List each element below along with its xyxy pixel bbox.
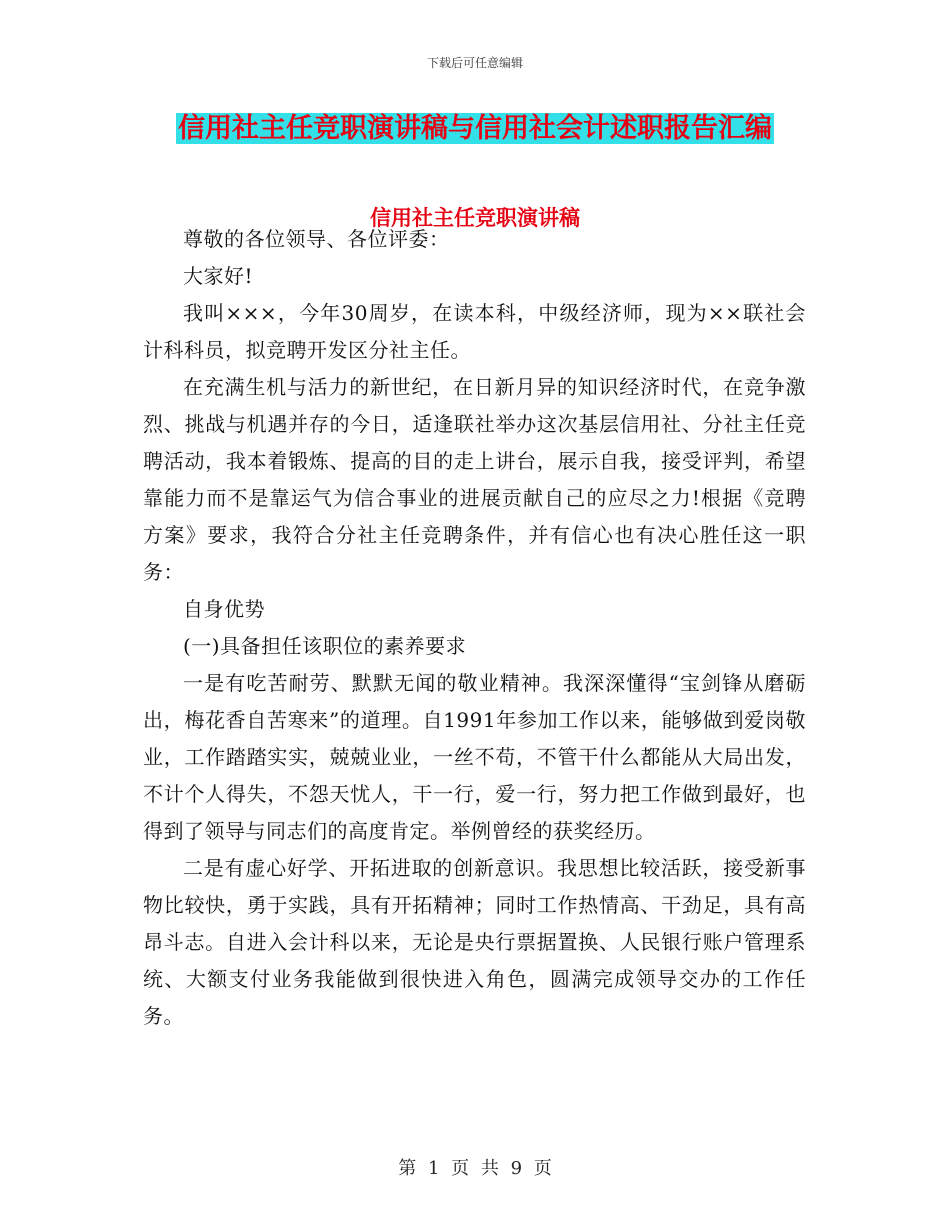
section-title: 信用社主任竞职演讲稿	[370, 206, 580, 230]
document-body	[143, 221, 806, 1035]
page-number: 第 1 页 共 9 页	[398, 1158, 552, 1179]
paragraph-motivation: 在充满生机与活力的新世纪，在日新月异的知识经济时代，在竞争激烈、挑战与机遇并存的今日，适逢联社举办这次基层信用社、分社主任竞聘活动，我本着锻炼、提高的目的走上讲台，展示自我，接受评判，希望靠能力而不是靠运气为信合事业的进展贡献自己的应尽之力!根据《竞聘方案》要求，我符合分社主任竞聘条件，并有信心也有决心胜任这一职务：	[143, 375, 806, 584]
paragraph-introduction: 我叫×××，今年30周岁，在读本科，中级经济师，现为××联社会计科科员，拟竞聘开发区分社主任。	[143, 301, 806, 362]
paragraph-dedication: 一是有吃苦耐劳、默默无闻的敬业精神。我深深懂得“宝剑锋从磨砺出，梅花香自苦寒来”的道理。自1991年参加工作以来，能够做到爱岗敬业，工作踏踏实实，兢兢业业，一丝不苟，不管干什么都能从大局出发，不计个人得失，不怨天忧人，干一行，爱一行，努力把工作做到最好，也得到了领导与同志们的高度肯定。举例曾经的获奖经历。	[143, 671, 806, 843]
paragraph-heading-strengths: 自身优势	[183, 597, 265, 621]
paragraph-salutation: 尊敬的各位领导、各位评委：	[183, 227, 450, 251]
document-title-text: 信用社主任竞职演讲稿与信用社会计述职报告汇编	[178, 113, 772, 144]
paragraph-innovation: 二是有虚心好学、开拓进取的创新意识。我思想比较活跃，接受新事物比较快，勇于实践，具有开拓精神；同时工作热情高、干劲足，具有高昂斗志。自进入会计科以来，无论是央行票据置换、人民银行账户管理系统、大额支付业务我能做到很快进入角色，圆满完成领导交办的工作任务。	[143, 856, 806, 1028]
paragraph-subheading-qualities: (一)具备担任该职位的素养要求	[183, 634, 467, 658]
header-note: 下载后可任意编辑	[426, 56, 523, 70]
paragraph-greeting: 大家好!	[183, 264, 254, 288]
document-title	[0, 112, 950, 146]
